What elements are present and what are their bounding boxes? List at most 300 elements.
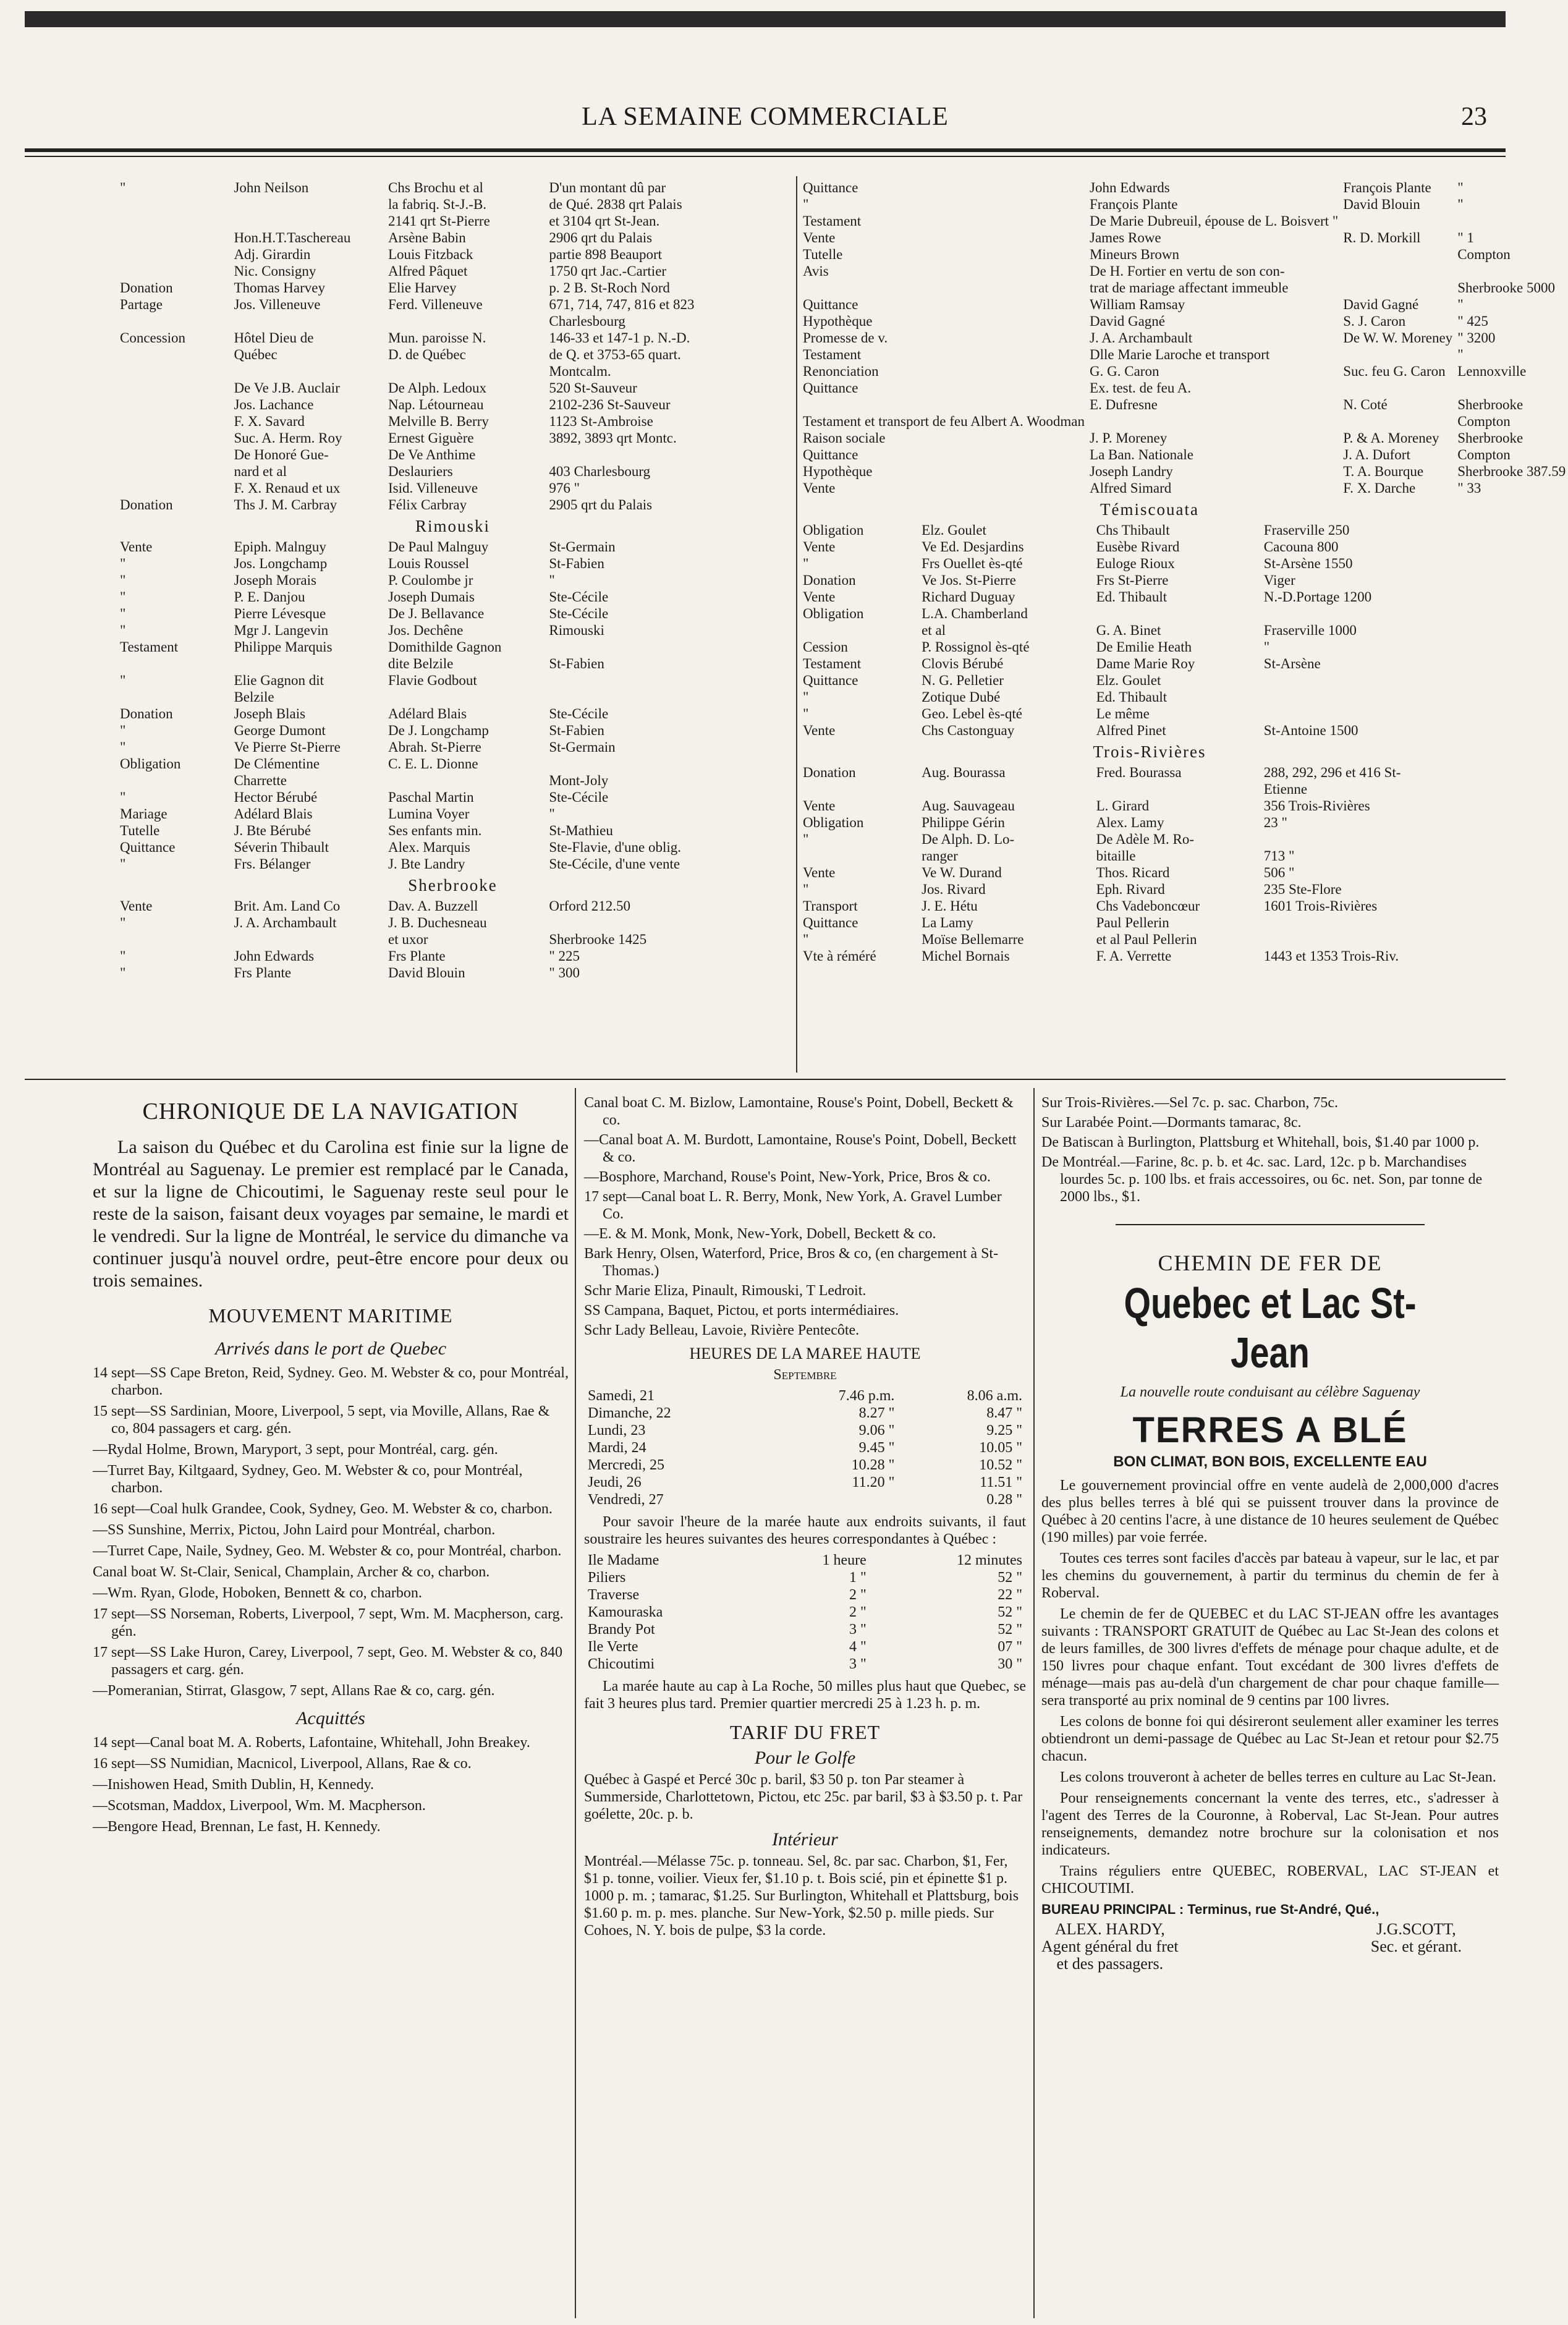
freight-line: Sur Larabée Point.—Dormants tamarac, 8c. <box>1041 1115 1302 1131</box>
registry-cell <box>117 446 231 463</box>
section-heading: Sherbrooke <box>408 876 498 895</box>
registry-row <box>800 263 1568 279</box>
registry-cell: Jos. Lachance <box>234 397 314 412</box>
registry-cell: De Marie Dubreuil, épouse de L. Boisvert " <box>1090 213 1339 229</box>
registry-cell: Ed. Thibault <box>1096 689 1168 705</box>
registry-cell: Eph. Rivard <box>1096 882 1165 897</box>
registry-cell: Philippe Marquis <box>234 639 333 655</box>
registry-cell: Quittance <box>803 673 858 688</box>
registry-row <box>800 898 1499 914</box>
tide-row <box>584 1422 1026 1439</box>
tide-row-cell: Mercredi, 25 <box>588 1457 664 1473</box>
registry-cell: Joseph Landry <box>1090 464 1173 479</box>
registry-cell: Ve Jos. St-Pierre <box>922 572 1016 588</box>
registry-cell: 1601 Trois-Rivières <box>1263 898 1378 914</box>
clearance-entry: Bark Henry, Olsen, Waterford, Price, Bros & co, (en chargement à St-Thomas.) <box>584 1246 999 1279</box>
registry-cell: St-Germain <box>549 539 616 555</box>
registry-cell: D. de Québec <box>388 347 466 362</box>
registry-cell: Sherbrooke 1425 <box>549 932 647 947</box>
places-table <box>584 1552 1026 1673</box>
tides-table <box>584 1387 1026 1508</box>
place-row-cell: 12 minutes <box>957 1552 1022 1568</box>
rail-paragraph: Le gouvernement provincial offre en vente audelà de 2,000,000 d'acres des plus belles terres à blé qui se puissent trouver dans la province de Québec à 20 centins l'acre, à une distance de 10 heures seulement de Québec (190 milles) par voie ferrée. <box>1041 1477 1499 1545</box>
registry-row <box>117 313 788 329</box>
tide-row <box>584 1456 1026 1474</box>
registry-cell: St-Fabien <box>549 556 604 571</box>
rail-paragraph: Trains réguliers entre QUEBEC, ROBERVAL, LAC ST-JEAN et CHICOUTIMI. <box>1041 1863 1499 1897</box>
registry-row <box>800 446 1568 463</box>
freight-line: De Batiscan à Burlington, Plattsburg et Whitehall, bois, $1.40 par 1000 p. <box>1041 1134 1480 1150</box>
registry-cell: Viger <box>1263 572 1295 588</box>
registry-row <box>117 196 788 213</box>
place-row-cell: Traverse <box>588 1587 640 1603</box>
registry-cell <box>800 279 1087 296</box>
registry-row <box>117 229 788 246</box>
registry-row <box>800 931 1499 948</box>
registry-cell: " <box>120 589 126 605</box>
registry-cell: Ste-Cécile <box>549 789 609 805</box>
registry-cell: Ve W. Durand <box>922 865 1002 880</box>
clearance-entry: SS Campana, Baquet, Pictou, et ports intermédiaires. <box>584 1303 899 1319</box>
registry-cell: Hon.H.T.Taschereau <box>234 230 351 245</box>
registry-row <box>800 848 1499 864</box>
registry-row <box>800 914 1499 931</box>
registry-cell: De W. W. Moreney <box>1343 330 1453 346</box>
registry-cell <box>1341 263 1455 279</box>
registry-cell: Ths J. M. Carbray <box>234 497 337 512</box>
registry-cell: " <box>120 623 126 638</box>
registry-row <box>800 555 1499 572</box>
registry-cell: trat de mariage affectant immeuble <box>1090 280 1289 295</box>
registry-cell <box>231 363 386 380</box>
registry-cell <box>800 396 1087 413</box>
registry-cell <box>1094 605 1261 622</box>
registry-row <box>117 463 788 480</box>
registry-cell: Suc. A. Herm. Roy <box>234 430 342 446</box>
registry-cell: De Honoré Gue- <box>234 447 329 462</box>
registry-row <box>800 196 1568 213</box>
roche-note: La marée haute au cap à La Roche, 50 milles plus haut que Quebec, se fait 3 heures plus tard. Premier quartier mercredi 25 à 1.23 h. p. m. <box>584 1678 1026 1712</box>
registry-cell: J. Bte Landry <box>388 856 465 872</box>
golfe-heading: Pour le Golfe <box>754 1748 856 1768</box>
registry-row <box>800 329 1568 346</box>
registry-row <box>117 948 788 964</box>
registry-table <box>117 179 788 513</box>
registry-cell: David Gagné <box>1090 313 1166 329</box>
tarif-heading: TARIF DU FRET <box>729 1721 881 1743</box>
registry-cell: Adj. Girardin <box>234 247 311 262</box>
registry-cell: D'un montant dû par <box>549 180 666 195</box>
registry-cell: Alfred Pâquet <box>388 263 468 279</box>
registry-cell: " <box>120 739 126 755</box>
registry-cell <box>117 772 231 789</box>
registry-cell: Mun. paroisse N. <box>388 330 486 346</box>
registry-cell: De Clémentine <box>234 756 320 771</box>
registry-cell: Mariage <box>120 806 167 822</box>
registry-cell: " <box>120 965 126 980</box>
registry-cell: " <box>120 556 126 571</box>
registry-row <box>800 572 1499 589</box>
registry-cell: " 1 <box>1457 230 1474 245</box>
registry-cell: 23 " <box>1263 815 1287 830</box>
clearance-entry: Canal boat C. M. Bizlow, Lamontaine, Rouse's Point, Dobell, Beckett & co. <box>584 1095 1014 1128</box>
registry-cell: St-Germain <box>549 739 616 755</box>
ad-rule <box>1116 1224 1425 1225</box>
registry-cell: Concession <box>120 330 186 346</box>
registry-cell <box>800 622 919 639</box>
registry-cell: Melville B. Berry <box>388 414 489 429</box>
registry-cell: William Ramsay <box>1090 297 1185 312</box>
signatures <box>1041 1921 1499 1973</box>
registry-cell: Hypothèque <box>803 313 873 329</box>
registry-cell: Alfred Pinet <box>1096 723 1166 738</box>
registry-cell: Québec <box>234 347 278 362</box>
registry-cell: " <box>803 932 809 947</box>
registry-table <box>117 898 788 981</box>
registry-cell: G. A. Binet <box>1096 623 1161 638</box>
registry-cell: Thomas Harvey <box>234 280 325 295</box>
registry-cell: et al Paul Pellerin <box>1096 932 1197 947</box>
registry-row <box>800 831 1499 848</box>
tide-row-cell: 10.52 " <box>979 1457 1022 1473</box>
registry-cell: John Edwards <box>234 948 315 964</box>
tide-row <box>584 1405 1026 1422</box>
tide-row-cell: Vendredi, 27 <box>588 1492 664 1508</box>
registry-cell <box>1261 931 1499 948</box>
registry-table <box>800 179 1568 496</box>
registry-cell: 976 " <box>549 480 580 496</box>
registry-cell: Geo. Lebel ès-qté <box>922 706 1022 721</box>
tide-row <box>584 1387 1026 1405</box>
registry-cell <box>1094 781 1261 797</box>
navigation-column <box>93 1094 569 1839</box>
tide-row-cell: 11.51 " <box>980 1474 1022 1490</box>
registry-row <box>117 839 788 856</box>
golfe-text: Québec à Gaspé et Percé 30c p. baril, $3 50 p. ton Par steamer à Summerside, Charlottetown, Pictou, etc 25c. par baril, $3 à $3.50 p. t. Par goélette, 20c. p. b. <box>584 1772 1023 1822</box>
registry-row <box>117 496 788 513</box>
registry-cell: Séverin Thibault <box>234 839 329 855</box>
registry-cell: Elz. Goulet <box>1096 673 1161 688</box>
page-top-border <box>25 11 1506 27</box>
registry-cell: Montcalm. <box>549 363 611 379</box>
tides-note: Pour savoir l'heure de la marée haute aux endroits suivants, il faut soustraire les heures suivantes des heures correspondantes à Québec : <box>584 1514 1026 1547</box>
registry-row <box>800 948 1499 964</box>
registry-cell: Elie Harvey <box>388 280 457 295</box>
registry-cell: Obligation <box>120 756 181 771</box>
registry-row <box>117 655 788 672</box>
tide-row-cell: 9.45 " <box>858 1440 895 1456</box>
registry-row <box>800 764 1499 781</box>
registry-row <box>800 881 1499 898</box>
registry-cell: de Q. et 3753-65 quart. <box>549 347 681 362</box>
registry-cell: Elz. Goulet <box>922 522 986 538</box>
registry-row <box>117 329 788 346</box>
place-row-cell: 3 " <box>849 1622 867 1638</box>
section-heading: Rimouski <box>415 517 491 535</box>
registry-cell: partie 898 Beauport <box>549 247 663 262</box>
freight-line: Sur Trois-Rivières.—Sel 7c. p. sac. Charbon, 75c. <box>1041 1095 1338 1111</box>
registry-cell: " 33 <box>1457 480 1481 496</box>
registry-cell: De H. Fortier en vertu de son con- <box>1090 263 1285 279</box>
terres-heading: TERRES A BLÉ <box>1132 1410 1408 1450</box>
registry-cell <box>800 848 919 864</box>
registry-cell <box>117 396 231 413</box>
registry-cell: 713 " <box>1263 848 1295 864</box>
registry-cell: G. G. Caron <box>1090 363 1159 379</box>
registry-cell: Donation <box>120 497 173 512</box>
registry-cell: 3892, 3893 qrt Montc. <box>549 430 677 446</box>
arrival-entry: Canal boat W. St-Clair, Senical, Champlain, Archer & co, charbon. <box>93 1564 490 1580</box>
registry-cell: Dav. A. Buzzell <box>388 898 478 914</box>
registry-cell: John Neilson <box>234 180 309 195</box>
registry-cell: Vente <box>120 539 153 555</box>
registry-cell <box>117 346 231 363</box>
tide-row-cell: 11.20 " <box>852 1474 895 1490</box>
registry-cell: J. A. Dufort <box>1343 447 1410 462</box>
tide-row-cell: 10.05 " <box>979 1440 1022 1456</box>
rail-paragraph: Toutes ces terres sont faciles d'accès par bateau à vapeur, sur le lac, et par les chemins du gouvernement, à partir du terminus du chemin de fer à Roberval. <box>1041 1550 1499 1601</box>
registry-cell: St-Fabien <box>549 656 604 671</box>
registry-cell <box>117 213 231 229</box>
registry-cell: Jos. Longchamp <box>234 556 328 571</box>
registry-cell <box>386 363 546 380</box>
registry-cell <box>1261 831 1499 848</box>
registry-cell: ranger <box>922 848 958 864</box>
column-divider <box>796 176 797 1073</box>
arrived-list <box>93 1364 569 1699</box>
registry-cell: Nap. Létourneau <box>388 397 484 412</box>
arrival-entry: —Pomeranian, Stirrat, Glasgow, 7 sept, Allans Rae & co, carg. gén. <box>93 1683 495 1699</box>
rail-paragraph: Les colons de bonne foi qui désireront seulement aller examiner les terres obtiendront un demi-passage de Québec au Lac St-Jean et retour pour $2.75 chacun. <box>1041 1714 1499 1764</box>
signer-right-title: Sec. et gérant. <box>1370 1937 1462 1955</box>
registry-cell: Ve Pierre St-Pierre <box>234 739 341 755</box>
registry-cell: François Plante <box>1343 180 1431 195</box>
rail-subtitle: La nouvelle route conduisant au célèbre Saguenay <box>1120 1384 1420 1400</box>
freight-list <box>1041 1094 1499 1205</box>
registry-cell: " <box>120 673 126 688</box>
registry-row <box>800 797 1499 814</box>
registry-cell: Raison sociale <box>803 430 886 446</box>
registry-cell: Paschal Martin <box>388 789 474 805</box>
registry-cell: nard et al <box>234 464 287 479</box>
registry-cell: Donation <box>803 765 856 780</box>
interieur-heading: Intérieur <box>772 1829 838 1850</box>
registry-cell <box>386 772 546 789</box>
registry-cell: Ve Ed. Desjardins <box>922 539 1024 555</box>
registry-cell: Joseph Dumais <box>388 589 475 605</box>
registry-cell <box>117 380 231 396</box>
registry-cell <box>386 313 546 329</box>
registry-row <box>117 605 788 622</box>
continued-list <box>584 1094 1026 1339</box>
registry-cell: de Qué. 2838 qrt Palais <box>549 197 682 212</box>
registry-cell: Chs Castonguay <box>922 723 1015 738</box>
registry-cell: P. Coulombe jr <box>388 572 473 588</box>
registry-row <box>117 722 788 739</box>
registry-cell: Charrette <box>234 773 287 788</box>
registry-cell: Rimouski <box>549 623 604 638</box>
registry-row <box>117 589 788 605</box>
registry-cell: Mineurs Brown <box>1090 247 1180 262</box>
registry-cell: Arsène Babin <box>388 230 466 245</box>
registry-cell <box>1455 263 1568 279</box>
registry-cell <box>546 672 788 689</box>
registry-cell <box>231 213 386 229</box>
signer-left-title: Agent général du fret <box>1041 1937 1179 1955</box>
registry-cell <box>800 781 919 797</box>
column-divider <box>1033 1088 1035 2318</box>
place-row <box>584 1621 1026 1638</box>
registry-cell: p. 2 B. St-Roch Nord <box>549 280 670 295</box>
registry-row <box>800 639 1499 655</box>
registry-cell: 288, 292, 296 et 416 St- <box>1263 765 1401 780</box>
registry-cell: Testament et transport de feu Albert A. Woodman <box>803 414 1085 429</box>
registry-cell <box>117 363 231 380</box>
place-row-cell: 1 " <box>849 1570 867 1586</box>
registry-cell: Vente <box>803 589 836 605</box>
registry-cell: Ste-Cécile <box>549 589 609 605</box>
registry-cell: la fabriq. St-J.-B. <box>388 197 487 212</box>
registry-cell: De Alph. Ledoux <box>388 380 487 396</box>
registry-cell <box>117 246 231 263</box>
registry-cell: Le même <box>1096 706 1150 721</box>
registry-cell: N. Coté <box>1343 397 1388 412</box>
registry-cell: et uxor <box>388 932 428 947</box>
registry-cell: George Dumont <box>234 723 326 738</box>
rail-paragraph: Le chemin de fer de QUEBEC et du LAC ST-JEAN offre les avantages suivants : TRANSPORT GRATUIT de Québec au Lac St-Jean des colons et de leurs familles, de 300 livres d'effets de ménage pour chaque adulte, et de 150 livres pour chaque enfant. Tout excédant de 300 livres d'effets de ménage—mais pas au-delà d'un chargement de char pour chaque famille—sera transporté au prix nominal de 9 centins par 100 livres. <box>1041 1606 1499 1709</box>
registry-row <box>117 480 788 496</box>
registry-row <box>117 380 788 396</box>
registry-cell: J. A. Archambault <box>234 915 337 930</box>
registry-cell: De Emilie Heath <box>1096 639 1192 655</box>
rail-paragraph: Les colons trouveront à acheter de belles terres en culture au Lac St-Jean. <box>1060 1769 1496 1785</box>
place-row-cell: Piliers <box>588 1570 626 1586</box>
registry-row <box>117 246 788 263</box>
registry-cell <box>1455 213 1568 229</box>
registry-cell: J. B. Duchesneau <box>388 915 487 930</box>
registry-cell: Ste-Cécile, d'une vente <box>549 856 680 872</box>
registry-cell: Ses enfants min. <box>388 823 482 838</box>
place-row-cell: 52 " <box>998 1570 1022 1586</box>
rail-heading: CHEMIN DE FER DE <box>1158 1251 1383 1275</box>
registry-row <box>117 898 788 914</box>
registry-cell: Fraserville 250 <box>1263 522 1350 538</box>
registry-row <box>117 914 788 931</box>
registry-row <box>117 263 788 279</box>
registry-cell: " <box>120 723 126 738</box>
clearance-entry: —Scotsman, Maddox, Liverpool, Wm. M. Macpherson. <box>93 1798 426 1814</box>
registry-cell: " <box>1457 180 1464 195</box>
registry-cell: " 225 <box>549 948 580 964</box>
registry-row <box>117 179 788 196</box>
registry-cell: St-Arsène 1550 <box>1263 556 1353 571</box>
registry-row <box>117 279 788 296</box>
registry-cell: Frs. Bélanger <box>234 856 311 872</box>
registry-table <box>117 538 788 872</box>
page-number: 23 <box>1461 103 1487 131</box>
registry-cell: Quittance <box>120 839 176 855</box>
registry-cell: Belzile <box>234 689 274 705</box>
registry-cell: Sherbrooke <box>1457 397 1524 412</box>
registry-cell <box>546 639 788 655</box>
registry-cell: De Ve Anthime <box>388 447 476 462</box>
place-row <box>584 1569 1026 1586</box>
registry-cell <box>117 263 231 279</box>
registry-cell: R. D. Morkill <box>1343 230 1421 245</box>
registry-row <box>117 622 788 639</box>
registry-cell <box>231 196 386 213</box>
registry-cell: Hector Bérubé <box>234 789 318 805</box>
registry-row <box>800 346 1568 363</box>
registry-cell: Obligation <box>803 815 864 830</box>
registry-row <box>117 538 788 555</box>
registry-cell: Dlle Marie Laroche et transport <box>1090 347 1270 362</box>
registry-cell <box>117 413 231 430</box>
registry-cell: " <box>803 197 809 212</box>
place-row-cell: 30 " <box>998 1656 1022 1672</box>
registry-cell: Adélard Blais <box>234 806 313 822</box>
registry-cell: Obligation <box>803 522 864 538</box>
registry-row <box>800 672 1499 689</box>
registry-cell: dite Belzile <box>388 656 454 671</box>
registry-cell: Ste-Cécile <box>549 706 609 721</box>
registry-cell: Chs Vadeboncœur <box>1096 898 1200 914</box>
tide-row-cell: 7.46 p.m. <box>838 1388 895 1404</box>
registry-cell <box>1341 246 1455 263</box>
registry-cell <box>1261 605 1499 622</box>
registry-cell: Ex. test. de feu A. <box>1090 380 1192 396</box>
tide-row <box>584 1439 1026 1456</box>
registry-cell: " <box>1457 347 1464 362</box>
arrived-heading: Arrivés dans le port de Quebec <box>214 1338 447 1359</box>
middle-column <box>584 1094 1026 1942</box>
registry-cell <box>231 655 386 672</box>
registry-cell: 520 St-Sauveur <box>549 380 637 396</box>
registry-cell: " <box>549 572 555 588</box>
place-row-cell: 07 " <box>998 1639 1022 1655</box>
registry-cell: " <box>1457 197 1464 212</box>
registry-cell: Vente <box>120 898 153 914</box>
rail-paragraph: Pour renseignements concernant la vente des terres, etc., s'adresser à l'agent des Terres de la Couronne, à Roberval, Lac St-Jean. Pour autres renseignements, demandez notre brochure sur la colonisation et nos indicateurs. <box>1041 1790 1499 1858</box>
registry-cell: Etienne <box>1263 781 1308 797</box>
arrival-entry: 15 sept—SS Sardinian, Moore, Liverpool, 5 sept, via Moville, Allans, Rae & co, 804 passagers et carg. gén. <box>93 1403 550 1437</box>
registry-cell: L.A. Chamberland <box>922 606 1028 621</box>
registry-cell: " 425 <box>1457 313 1488 329</box>
arrival-entry: 17 sept—SS Lake Huron, Carey, Liverpool, 7 sept, Geo. M. Webster & co, 840 passagers et carg. gén. <box>93 1644 562 1678</box>
registry-cell: Compton <box>1457 447 1511 462</box>
registry-cell: Testament <box>803 656 862 671</box>
registry-row <box>117 964 788 981</box>
registry-cell <box>1341 213 1455 229</box>
registry-row <box>800 430 1568 446</box>
arrival-entry: 16 sept—Coal hulk Grandee, Cook, Sydney, Geo. M. Webster & co, charbon. <box>93 1501 553 1517</box>
registry-row <box>800 313 1568 329</box>
registry-cell: Quittance <box>803 380 858 396</box>
registry-cell <box>1341 380 1455 396</box>
place-row-cell: Ile Verte <box>588 1639 638 1655</box>
registry-cell: Quittance <box>803 915 858 930</box>
registry-cell: Sherbrooke <box>1457 430 1524 446</box>
registry-cell: F. X. Renaud et ux <box>234 480 341 496</box>
registry-cell <box>1261 672 1499 689</box>
registry-cell: Promesse de v. <box>803 330 888 346</box>
registry-cell: P. E. Danjou <box>234 589 305 605</box>
registry-cell: Donation <box>120 706 173 721</box>
arrival-entry: 17 sept—SS Norseman, Roberts, Liverpool, 7 sept, Wm. M. Macpherson, carg. gén. <box>93 1606 564 1639</box>
registry-cell: " <box>120 606 126 621</box>
registry-cell: Chs Brochu et al <box>388 180 483 195</box>
registry-cell: 2906 qrt du Palais <box>549 230 653 245</box>
